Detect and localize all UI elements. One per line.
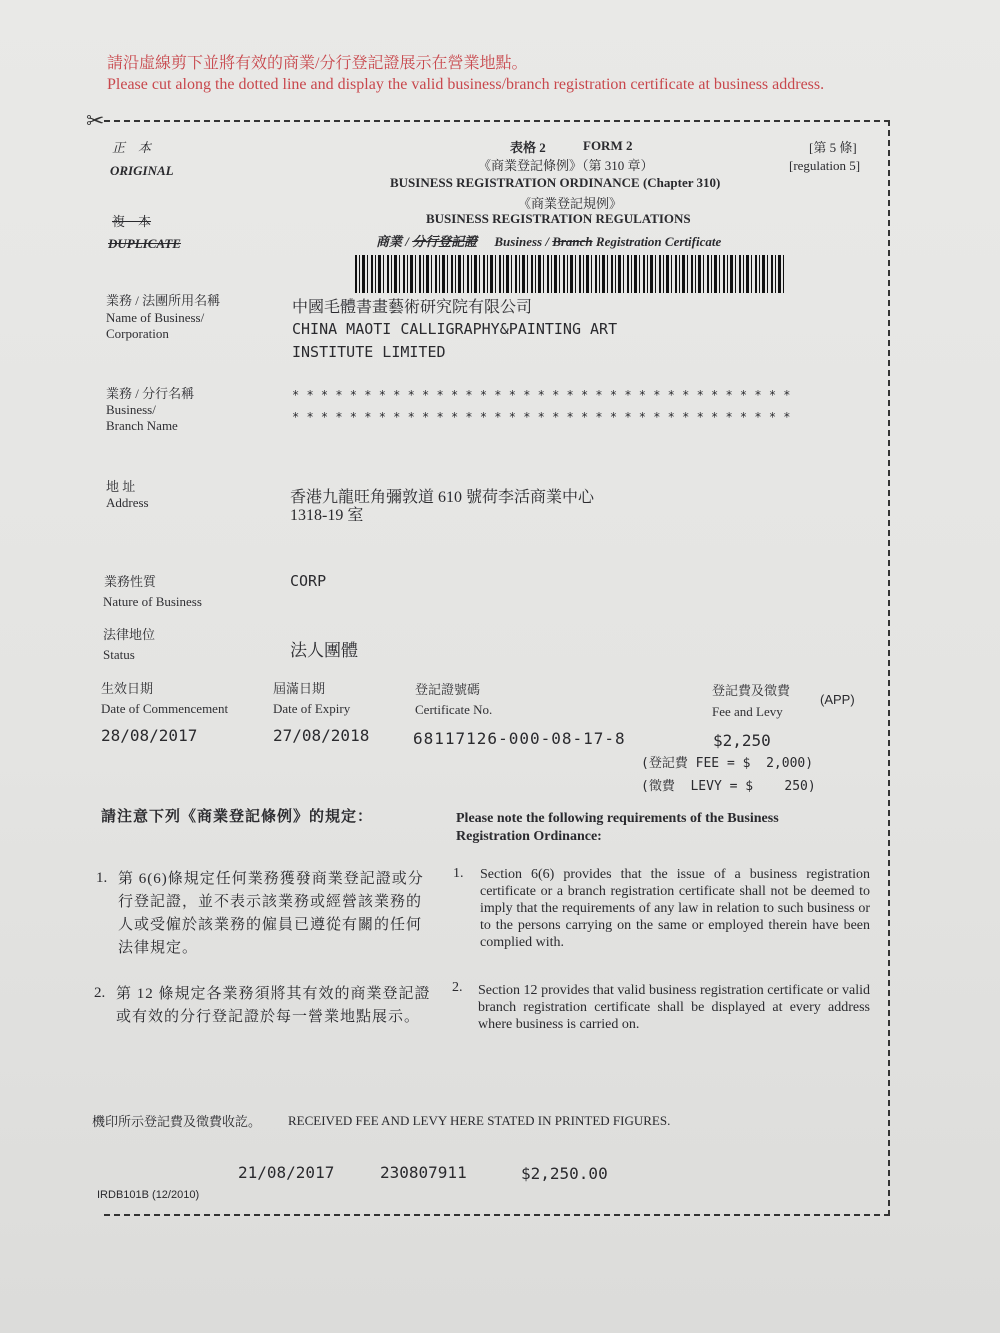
branch-label-en-1: Business/ <box>106 402 156 417</box>
name-label-zh: 業務 / 法團所用名稱 <box>106 293 221 308</box>
original-label-zh: 正 本 <box>112 140 152 155</box>
commencement-label-zh: 生效日期 <box>101 681 154 696</box>
form-code: IRDB101B (12/2010) <box>97 1189 200 1201</box>
notes-heading-en-2: Registration Ordinance: <box>456 829 602 844</box>
regulations-zh: 《商業登記規例》 <box>518 196 623 211</box>
scissors-icon: ✂ <box>86 108 105 133</box>
business-name-zh: 中國毛體書畫藝術研究院有限公司 <box>292 299 533 316</box>
certificate-no-label-zh: 登記證號碼 <box>415 682 481 697</box>
address-line2: 1318-19 室 <box>290 507 364 524</box>
address-line1: 香港九龍旺角彌敦道 610 號荷李活商業中心 <box>290 489 595 506</box>
commencement-label-en: Date of Commencement <box>101 701 229 716</box>
form-number-zh: 表格 2 <box>510 140 546 155</box>
receipt-label-zh: 機印所示登記費及徵費收訖。 <box>92 1114 262 1129</box>
note-en-2-number: 2. <box>452 980 463 995</box>
note-zh-2-number: 2. <box>94 985 106 1001</box>
cert-title-zh-branch: 分行登記證 <box>412 234 478 249</box>
notes-heading-en-1: Please note the following requirements of the Business <box>456 811 779 826</box>
note-zh-2: 第 12 條規定各業務須將其有效的商業登記證或有效的分行登記證於每一營業地點展示。 <box>116 986 431 1025</box>
branch-label-zh: 業務 / 分行名稱 <box>106 386 195 401</box>
cert-title-en-business: Business / <box>494 234 549 249</box>
certificate-no-label-en: Certificate No. <box>415 702 493 717</box>
expiry-label-zh: 屆滿日期 <box>273 681 326 696</box>
fee-levy-label-en: Fee and Levy <box>712 704 783 719</box>
note-zh-1-number: 1. <box>96 870 108 886</box>
notes-heading-zh: 請注意下列《商業登記條例》的規定： <box>101 809 374 825</box>
receipt-label-en: RECEIVED FEE AND LEVY HERE STATED IN PRINTED FIGURES. <box>288 1113 671 1128</box>
name-label-en: Name of Business/ Corporation <box>106 310 205 341</box>
status-label-en: Status <box>103 647 135 662</box>
app-label: (APP) <box>820 692 855 707</box>
branch-label-en-2: Branch Name <box>106 418 178 433</box>
business-name-en-line2: INSTITUTE LIMITED <box>292 343 446 361</box>
regulation-zh: [第 5 條] <box>809 140 857 155</box>
address-label-en: Address <box>106 495 149 510</box>
expiry-date: 27/08/2018 <box>273 726 370 745</box>
nature-label-en: Nature of Business <box>103 594 202 609</box>
fee-levy-label-zh: 登記費及徵費 <box>712 683 791 698</box>
barcode <box>355 255 787 293</box>
note-en-1: Section 6(6) provides that the issue of a business registration certificate or a branch registration certificate shall not be deemed to imply that the requirements of any law in relation to such business or to the persons carrying on the same or employed therein have been complied with. <box>480 867 870 950</box>
cert-title-en-branch: Branch <box>552 234 593 249</box>
business-name-en-line1: CHINA MAOTI CALLIGRAPHY&PAINTING ART <box>292 320 618 338</box>
note-en-1-number: 1. <box>453 866 464 881</box>
regulations-en: BUSINESS REGISTRATION REGULATIONS <box>426 211 691 226</box>
certificate-title <box>376 231 721 250</box>
status-label-zh: 法律地位 <box>103 627 156 642</box>
status-value: 法人團體 <box>290 641 358 660</box>
nature-value: CORP <box>290 572 327 590</box>
branch-name-mask-1: * * * * * * * * * * * * * * * * * * * * * * * * * * * * * * * * * * * <box>292 388 791 402</box>
levy-breakdown: (徵費 LEVY = $ 250) <box>641 779 816 794</box>
receipt-amount: $2,250.00 <box>521 1164 608 1183</box>
duplicate-label-en: DUPLICATE <box>108 236 181 251</box>
duplicate-label-zh: 複 本 <box>112 214 152 229</box>
original-label-en: ORIGINAL <box>110 163 174 178</box>
cert-title-zh-business: 商業 / <box>376 234 409 249</box>
note-zh-1: 第 6(6)條規定任何業務獲發商業登記證或分行登記證，並不表示該業務或經營該業務的人或受僱於該業務的僱員已遵從有關的任何法律規定。 <box>118 871 424 956</box>
cut-notice-zh: 請沿虛線剪下並將有效的商業/分行登記證展示在營業地點。 <box>107 55 528 72</box>
expiry-label-en: Date of Expiry <box>273 701 351 716</box>
regulation-en: [regulation 5] <box>789 158 861 173</box>
commencement-date: 28/08/2017 <box>101 726 198 745</box>
cut-notice-en: Please cut along the dotted line and display the valid business/branch registration certificate at business address. <box>107 76 825 93</box>
receipt-date: 21/08/2017 <box>238 1163 335 1182</box>
certificate-number: 68117126-000-08-17-8 <box>413 729 626 748</box>
ordinance-en: BUSINESS REGISTRATION ORDINANCE (Chapter 310) <box>390 175 721 190</box>
receipt-number: 230807911 <box>380 1163 467 1182</box>
nature-label-zh: 業務性質 <box>104 574 157 589</box>
form-number-en: FORM 2 <box>583 138 633 153</box>
fee-breakdown: (登記費 FEE = $ 2,000) <box>641 756 814 771</box>
note-en-2: Section 12 provides that valid business registration certificate or valid branch registration certificate shall be displayed at every address where business is carried on. <box>478 983 870 1032</box>
branch-name-mask-2: * * * * * * * * * * * * * * * * * * * * * * * * * * * * * * * * * * * <box>292 410 791 424</box>
ordinance-zh: 《商業登記條例》（第 310 章） <box>478 158 654 173</box>
cert-title-en-rest: Registration Certificate <box>595 234 722 249</box>
fee-total: $2,250 <box>713 731 771 750</box>
address-label-zh: 地 址 <box>106 479 136 494</box>
